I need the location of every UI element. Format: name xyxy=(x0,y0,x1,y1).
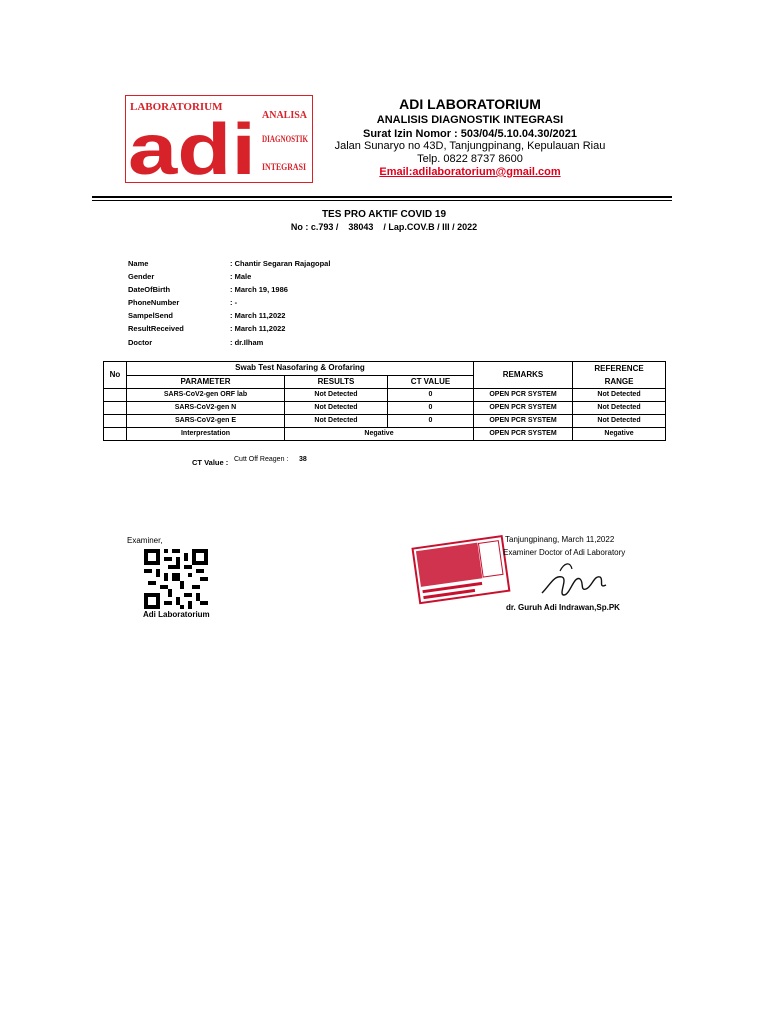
logo-side-line-1: ANALISA xyxy=(262,110,308,121)
patient-phone-value: : - xyxy=(230,298,238,307)
col-ct-header: CT VALUE xyxy=(388,375,474,389)
interpretation-label: Interprestation xyxy=(127,428,285,441)
doctor-role: Examiner Doctor of Adi Laboratory xyxy=(503,548,626,557)
col-reference-line1: REFERENCE xyxy=(594,364,644,373)
col-results-header: RESULTS xyxy=(285,375,388,389)
swab-group-header: Swab Test Nasofaring & Orofaring xyxy=(127,362,474,376)
result-received-label: ResultReceived xyxy=(128,324,184,333)
table-row xyxy=(104,389,666,402)
ct-cutoff-value: 38 xyxy=(299,456,307,463)
ct-cutoff-text: Cutt Off Reagen : xyxy=(234,456,289,463)
lab-phone: Telp. 0822 8737 8600 xyxy=(417,153,523,165)
doctor-label: Doctor xyxy=(128,338,153,347)
qr-caption: Adi Laboratorium xyxy=(143,610,210,619)
row-reference: Not Detected xyxy=(573,389,666,402)
row-ct: 0 xyxy=(388,415,474,428)
examiner-label: Examiner, xyxy=(127,536,163,545)
col-reference-line2: RANGE xyxy=(604,377,634,386)
logo-side-line-2: DIAGNOSTIK xyxy=(262,134,308,144)
row-reference: Not Detected xyxy=(573,402,666,415)
patient-dob-label: DateOfBirth xyxy=(128,285,171,294)
header-divider xyxy=(92,196,672,198)
patient-dob-value: : March 19, 1986 xyxy=(230,285,288,294)
lab-stamp-icon xyxy=(412,530,512,610)
patient-phone-label: PhoneNumber xyxy=(128,298,180,307)
logo-side-line-3: INTEGRASI xyxy=(262,162,307,172)
lab-subtitle: ANALISIS DIAGNOSTIK INTEGRASI xyxy=(376,114,564,126)
sample-send-value: : March 11,2022 xyxy=(230,311,286,320)
patient-name-label: Name xyxy=(128,259,149,268)
sample-send-label: SampelSend xyxy=(128,311,174,320)
header-divider-thin xyxy=(92,200,672,201)
row-remarks: OPEN PCR SYSTEM xyxy=(474,402,573,415)
lab-logo xyxy=(125,95,313,190)
row-remarks: OPEN PCR SYSTEM xyxy=(474,389,573,402)
table-row xyxy=(104,415,666,428)
qr-code-icon xyxy=(144,549,208,609)
patient-name-value: : Chantir Segaran Rajagopal xyxy=(230,259,331,268)
interpretation-remarks: OPEN PCR SYSTEM xyxy=(474,428,573,441)
row-result: Not Detected xyxy=(285,389,388,402)
row-reference: Not Detected xyxy=(573,415,666,428)
table-header-row xyxy=(104,362,666,376)
col-reference-header xyxy=(573,362,666,389)
handwritten-signature-icon xyxy=(540,555,610,605)
row-ct: 0 xyxy=(388,389,474,402)
row-parameter: SARS-CoV2-gen N xyxy=(127,402,285,415)
interpretation-reference: Negative xyxy=(573,428,666,441)
row-parameter: SARS-CoV2-gen ORF lab xyxy=(127,389,285,402)
patient-gender-value: : Male xyxy=(230,272,252,281)
lab-email-link[interactable]: Email:adilaboratorium@gmail.com xyxy=(379,166,561,178)
col-remarks-header: REMARKS xyxy=(474,362,573,389)
ct-value-label: CT Value : xyxy=(192,458,229,467)
col-parameter-header: PARAMETER xyxy=(127,375,285,389)
row-remarks: OPEN PCR SYSTEM xyxy=(474,415,573,428)
lab-name: ADI LABORATORIUM xyxy=(399,96,541,112)
row-result: Not Detected xyxy=(285,402,388,415)
logo-big-text: adi xyxy=(128,110,256,190)
doctor-value: : dr.Ilham xyxy=(230,338,264,347)
interpretation-result: Negative xyxy=(285,428,474,441)
signature-place-date: Tanjungpinang, March 11,2022 xyxy=(505,535,615,544)
doctor-name: dr. Guruh Adi Indrawan,Sp.PK xyxy=(506,603,620,612)
result-received-value: : March 11,2022 xyxy=(230,324,286,333)
document-number: No : c.793 / 38043 / Lap.COV.B / III / 2022 xyxy=(290,222,478,232)
lab-address: Jalan Sunaryo no 43D, Tanjungpinang, Kepulauan Riau xyxy=(334,140,606,152)
table-row xyxy=(104,402,666,415)
result-table xyxy=(103,361,666,441)
row-ct: 0 xyxy=(388,402,474,415)
logo-top-text: LABORATORIUM xyxy=(130,101,223,113)
lab-permit: Surat Izin Nomor : 503/04/5.10.04.30/2021 xyxy=(362,128,577,140)
col-no-header: No xyxy=(104,362,127,389)
document-title: TES PRO AKTIF COVID 19 xyxy=(321,209,447,220)
interpretation-row xyxy=(104,428,666,441)
patient-gender-label: Gender xyxy=(128,272,155,281)
row-parameter: SARS-CoV2-gen E xyxy=(127,415,285,428)
row-result: Not Detected xyxy=(285,415,388,428)
